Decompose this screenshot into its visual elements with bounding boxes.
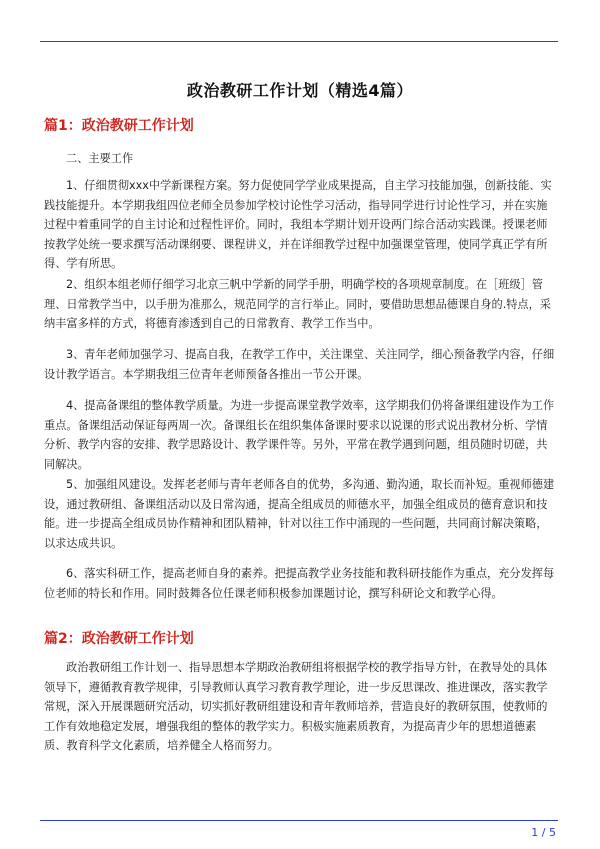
paragraph-4 [44,396,556,474]
section-subheading: 二、主要工作 [66,152,134,165]
section-heading-2: 篇2：政治教研工作计划 [44,631,194,647]
paragraph-2 [44,275,556,334]
paragraph-text: 5、加强组风建设。发挥老老师与青年老师各自的优势，多沟通、勤沟通，取长而补短。重视师德建设，通过教研组、备课组活动以及日常沟通，提高全组成员的师德水平，加强全组成员的德育意识和技能。进一步提高全组成员协作精神和团队精神，针对以往工作中涌现的一些问题，共同商讨解决策略，以求达成共识。 [44,478,555,550]
page-indicator: 1 / 5 [531,826,556,839]
paragraph-3 [44,345,556,384]
paragraph-text: 2、组织本组老师仔细学习北京三帆中学新的同学手册，明确学校的各项规章制度。在［班级］管理、日常教学当中，以手册为准那么，规范同学的言行举止。同时，要借助思想品德课自身的.特点，采纳丰富多样的方式，将德育渗透到自己的日常教育、教学工作当中。 [44,278,551,330]
document-title: 政治教研工作计划（精选4篇） [186,81,414,100]
paragraph-1 [44,176,556,274]
footer-rule [40,820,558,821]
paragraph-7 [44,658,556,756]
paragraph-text: 4、提高备课组的整体教学质量。为进一步提高课堂教学效率，这学期我们仍将备课组建设作为工作重点。备课组活动保证每两周一次。备课组长在组织集体备课时要求以说课的形式说出教材分析、学情分析、教学内容的安排、教学思路设计、教学课件等。另外，平常在教学遇到问题，组员随时切磋，共同解决。 [44,399,555,471]
paragraph-5 [44,475,556,553]
paragraph-text: 6、落实科研工作，提高老师自身的素养。把提高教学业务技能和教科研技能作为重点，充分发挥每位老师的特长和作用。同时鼓舞各位任课老师积极参加课题讨论，撰写科研论文和教学心得。 [44,567,555,600]
paragraph-text: 3、青年老师加强学习、提高自我，在教学工作中，关注课堂、关注同学，细心预备教学内容，仔细设计教学语言。本学期我组三位青年老师预备各推出一节公开课。 [44,348,555,381]
paragraph-text: 政治教研组工作计划一、指导思想本学期政治教研组将根据学校的教学指导方针，在教导处的具体领导下，遵循教育教学规律，引导教师认真学习教育教学理论，进一步反思课改、推进课改，落实教学常规，深入开展课题研究活动，切实抓好教研组建设和青年教师培养，营造良好的教研氛围，使教师的工作有效地稳定发展，增强我组的整体的教学实力。积极实施素质教育，为提高青少年的思想道德素质、教育科学文化素质，培养健全人格而努力。 [44,661,548,752]
paragraph-text: 1、仔细贯彻xxx中学新课程方案。努力促使同学学业成果提高，自主学习技能加强，创新技能、实践技能提升。本学期我组四位老师全员参加学校讨论性学习活动，指导同学进行讨论性学习，并在实施过程中着重同学的自主讨论和过程性评价。同时，我组本学期计划开设两门综合活动实践课。授课老师按教学处统一要求撰写活动课纲要、课程讲义，并在详细教学过程中加强课堂管理，使同学真正学有所得、学有所思。 [44,179,552,270]
header-rule [40,41,558,42]
section-heading-1: 篇1：政治教研工作计划 [44,118,194,134]
paragraph-6 [44,564,556,603]
